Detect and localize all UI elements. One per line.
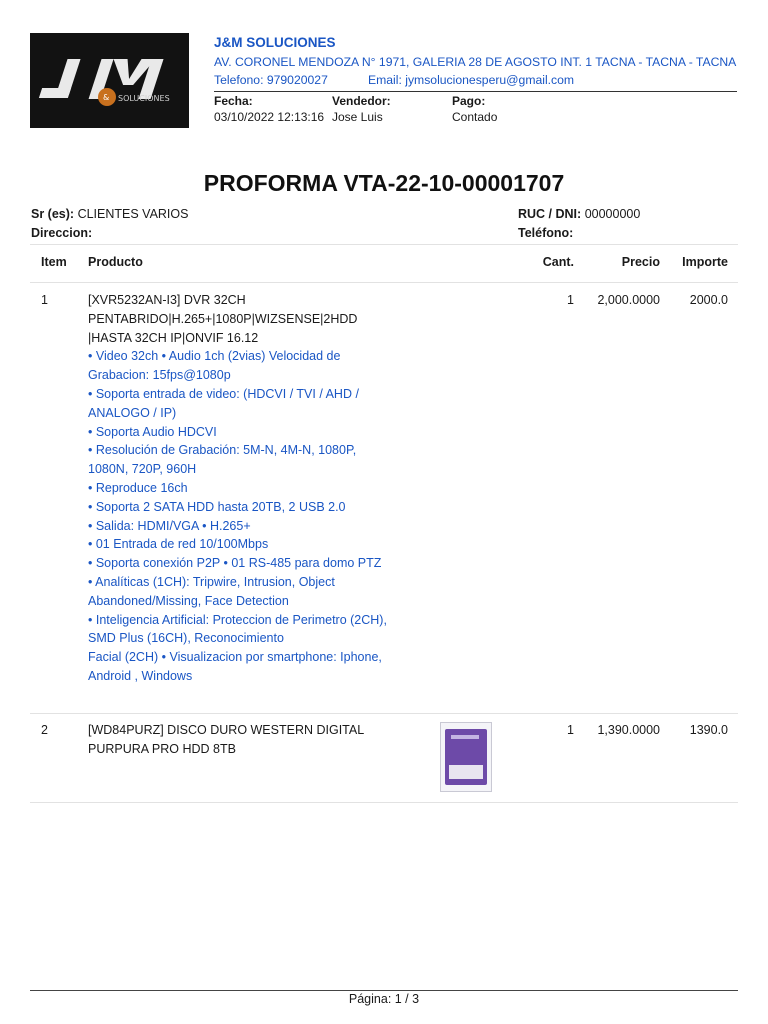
row1-desc-line: • Soporta Audio HDCVI xyxy=(88,424,217,439)
product-image-hdd xyxy=(440,722,492,792)
pago-label: Pago: xyxy=(452,94,486,108)
row2-precio: 1,390.0000 xyxy=(597,723,660,737)
row1-desc-line: • Soporta conexión P2P • 01 RS-485 para domo PTZ xyxy=(88,556,382,571)
row1-desc-line: • Soporta 2 SATA HDD hasta 20TB, 2 USB 2.0 xyxy=(88,499,346,514)
document-title: PROFORMA VTA-22-10-00001707 xyxy=(203,170,565,196)
svg-text:&: & xyxy=(103,93,110,102)
row2-importe: 1390.0 xyxy=(689,723,728,737)
row1-precio: 2,000.0000 xyxy=(597,293,660,307)
client-phone-row xyxy=(518,226,573,240)
row1-desc-line: • Analíticas (1CH): Tripwire, Intrusion, Object xyxy=(88,574,335,589)
row2-title-line: [WD84PURZ] DISCO DURO WESTERN DIGITAL xyxy=(88,723,365,737)
row1-title-line: PENTABRIDO|H.265+|1080P|WIZSENSE|2HDD xyxy=(88,311,358,326)
row1-desc-line: SMD Plus (16CH), Reconocimiento xyxy=(88,631,284,646)
row2-title-line: PURPURA PRO HDD 8TB xyxy=(88,741,236,756)
client-ruc-label: RUC / DNI: xyxy=(518,207,582,221)
svg-text:SOLUCIONES: SOLUCIONES xyxy=(118,94,170,103)
row1-desc-line: Android , Windows xyxy=(88,668,193,683)
row1-desc-line: Grabacion: 15fps@1080p xyxy=(88,368,231,383)
company-logo xyxy=(30,33,189,128)
page-number: Página: 1 / 3 xyxy=(348,992,420,1006)
row1-desc-line: • Inteligencia Artificial: Proteccion de Perimetro (2CH), xyxy=(88,612,387,627)
col-header-item: Item xyxy=(41,255,67,269)
table-header-rule xyxy=(30,282,738,283)
col-header-precio: Precio xyxy=(621,255,660,269)
row1-desc-line: • Soporta entrada de video: (HDCVI / TVI / AHD / xyxy=(88,386,359,401)
vendedor-value: Jose Luis xyxy=(332,110,383,124)
client-address-label: Direccion: xyxy=(31,226,93,240)
row1-desc-line: 1080N, 720P, 960H xyxy=(88,462,197,477)
client-name-label: Sr (es): xyxy=(31,207,75,221)
company-email: Email: jymsolucionesperu@gmail.com xyxy=(368,73,575,87)
row1-title-line: |HASTA 32CH IP|ONVIF 16.12 xyxy=(88,330,259,345)
row1-desc-line: Abandoned/Missing, Face Detection xyxy=(88,593,289,608)
row1-desc-line: ANALOGO / IP) xyxy=(88,405,177,420)
client-address-row xyxy=(31,226,92,240)
row1-bottom-rule xyxy=(30,713,738,714)
company-phone: Telefono: 979020027 xyxy=(214,73,328,87)
vendedor-label: Vendedor: xyxy=(332,94,391,108)
fecha-value: 03/10/2022 12:13:16 xyxy=(214,110,325,124)
client-ruc-row xyxy=(518,207,640,221)
col-header-producto: Producto xyxy=(88,255,143,269)
client-phone-label: Teléfono: xyxy=(518,226,574,240)
row2-bottom-rule xyxy=(30,802,738,803)
row1-desc-line: • Reproduce 16ch xyxy=(88,480,188,495)
row1-item: 1 xyxy=(41,293,48,307)
client-name-row xyxy=(31,207,188,221)
client-name-value: CLIENTES VARIOS xyxy=(77,207,189,221)
pago-value: Contado xyxy=(452,110,498,124)
row2-cant: 1 xyxy=(567,723,574,737)
col-header-importe: Importe xyxy=(682,255,728,269)
client-ruc-value: 00000000 xyxy=(584,207,641,221)
row2-product xyxy=(88,721,418,759)
table-top-rule xyxy=(30,244,738,245)
company-name: J&M SOLUCIONES xyxy=(214,35,336,50)
row1-desc-line: • Resolución de Grabación: 5M-N, 4M-N, 1080P, xyxy=(88,443,357,458)
row1-title-line: [XVR5232AN-I3] DVR 32CH xyxy=(88,293,246,307)
row1-desc-line: • Video 32ch • Audio 1ch (2vias) Velocidad de xyxy=(88,349,341,364)
row1-desc-line: Facial (2CH) • Visualizacion por smartphone: Iphone, xyxy=(88,650,382,665)
row1-cant: 1 xyxy=(567,293,574,307)
row1-importe: 2000.0 xyxy=(689,293,728,307)
footer-divider xyxy=(30,990,738,991)
row2-item: 2 xyxy=(41,723,48,737)
company-address: AV. CORONEL MENDOZA N° 1971, GALERIA 28 DE AGOSTO INT. 1 TACNA - TACNA - TACNA xyxy=(214,55,737,69)
col-header-cant: Cant. xyxy=(542,255,574,269)
row1-product xyxy=(88,291,418,686)
row1-desc-line: • Salida: HDMI/VGA • H.265+ xyxy=(88,518,251,533)
fecha-label: Fecha: xyxy=(214,94,253,108)
header-divider xyxy=(214,91,737,92)
row1-desc-line: • 01 Entrada de red 10/100Mbps xyxy=(88,537,269,552)
